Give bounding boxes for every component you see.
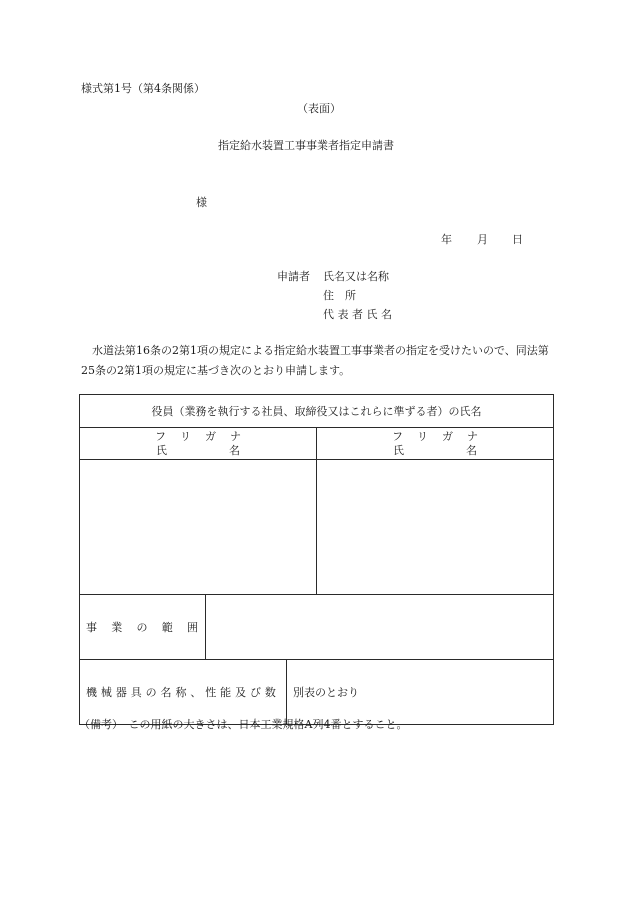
label-char: 、 <box>190 686 202 699</box>
label-char: 及 <box>235 686 247 699</box>
officer-column-header-right <box>317 428 554 460</box>
officer-names-entry-left[interactable] <box>80 460 317 595</box>
application-statement: 水道法第16条の2第1項の規定による指定給水装置工事事業者の指定を受けたいので、同法第25条の2第1項の規定に基づき次のとおり申請します。 <box>81 344 549 377</box>
applicant-label: 申請者 <box>277 270 310 283</box>
label-char: 数 <box>264 686 276 699</box>
label-char: 業 <box>111 621 123 634</box>
label-char: 器 <box>115 686 127 699</box>
front-side-label: （表面） <box>297 102 341 115</box>
furigana-char: フ <box>392 429 403 443</box>
furigana-char: リ <box>180 429 191 443</box>
name-char: 名 <box>466 443 477 457</box>
label-char: 事 <box>86 621 97 634</box>
furigana-char: ガ <box>442 429 453 443</box>
furigana-char: ナ <box>230 429 241 443</box>
furigana-char: リ <box>417 429 428 443</box>
business-scope-value[interactable] <box>206 595 554 660</box>
remarks-note: （備考） この用紙の大きさは、日本工業規格A列4番とすること。 <box>79 718 408 731</box>
application-table <box>79 394 554 725</box>
label-char: 械 <box>100 686 112 699</box>
applicant-representative-field: 代 表 者 氏 名 <box>323 308 392 321</box>
machinery-label <box>80 660 287 725</box>
applicant-name-field: 氏名又は名称 <box>323 270 389 283</box>
furigana-char: ガ <box>205 429 216 443</box>
furigana-label <box>392 430 478 444</box>
name-label <box>393 444 477 458</box>
business-scope-label <box>80 595 206 660</box>
label-char: の <box>136 621 148 634</box>
furigana-char: ナ <box>467 429 478 443</box>
machinery-value[interactable]: 別表のとおり <box>287 660 554 725</box>
furigana-char: フ <box>155 429 166 443</box>
officers-header-cell: 役員（業務を執行する社員、取締役又はこれらに準ずる者）の氏名 <box>80 395 554 428</box>
date-year-label: 年 <box>441 233 452 246</box>
officer-column-header-left <box>80 428 317 460</box>
label-char: び <box>249 686 261 699</box>
addressee-honorific: 様 <box>196 196 207 209</box>
date-day-label: 日 <box>512 233 523 246</box>
name-char: 氏 <box>156 443 167 457</box>
label-char: 能 <box>220 686 232 699</box>
officer-names-entry-right[interactable] <box>317 460 554 595</box>
label-char: 機 <box>86 686 97 699</box>
document-title: 指定給水装置工事事業者指定申請書 <box>218 139 394 152</box>
label-char: 称 <box>175 686 187 699</box>
date-month-label: 月 <box>477 233 488 246</box>
label-char: の <box>145 686 157 699</box>
form-number-label: 様式第1号（第4条関係） <box>81 82 205 95</box>
applicant-address-field: 住 所 <box>323 289 356 302</box>
name-char: 氏 <box>393 443 404 457</box>
name-char: 名 <box>229 443 240 457</box>
label-char: 名 <box>160 686 172 699</box>
name-label <box>156 444 240 458</box>
label-char: 性 <box>205 686 217 699</box>
label-char: 具 <box>130 686 142 699</box>
label-char: 囲 <box>187 621 198 634</box>
furigana-label <box>155 430 241 444</box>
label-char: 範 <box>161 621 173 634</box>
